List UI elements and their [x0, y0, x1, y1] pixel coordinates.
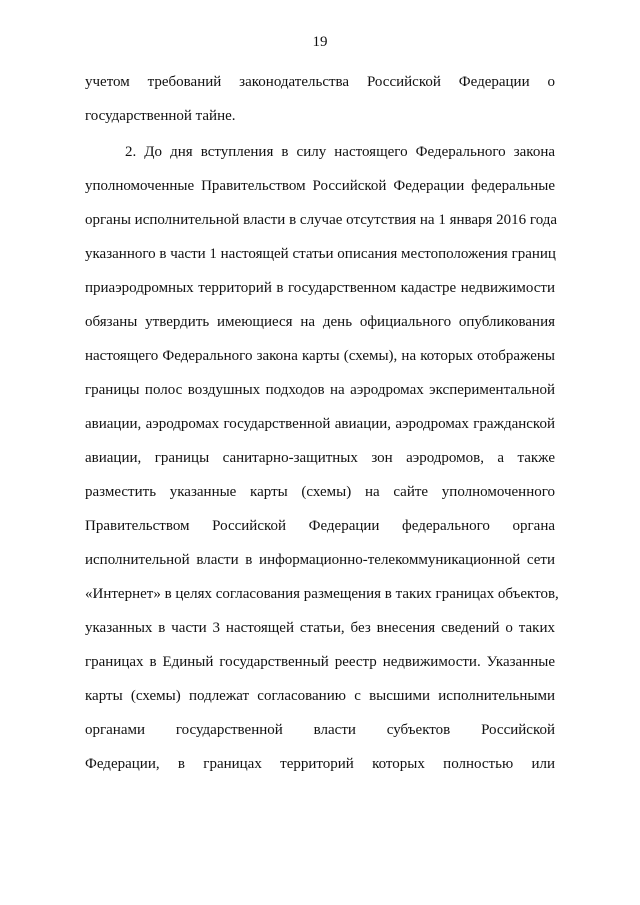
text-line: авиации, границы санитарно-защитных зон аэродромов, а также: [85, 450, 555, 466]
text-line: Федерации, в границах территорий которых полностью или: [85, 756, 555, 772]
page-number: 19: [312, 34, 328, 50]
text-line: разместить указанные карты (схемы) на сайте уполномоченного: [85, 484, 555, 500]
text-line: исполнительной власти в информационно-телекоммуникационной сети: [85, 552, 555, 568]
text-line: 2. До дня вступления в силу настоящего Федерального закона: [125, 144, 555, 160]
text-line: «Интернет» в целях согласования размещения в таких границах объектов,: [85, 586, 559, 602]
text-line: Правительством Российской Федерации федерального органа: [85, 518, 555, 534]
text-line: границах в Единый государственный реестр недвижимости. Указанные: [85, 654, 555, 670]
text-line: границы полос воздушных подходов на аэродромах экспериментальной: [85, 382, 555, 398]
text-line: органы исполнительной власти в случае отсутствия на 1 января 2016 года: [85, 212, 558, 228]
text-line: авиации, аэродромах государственной авиации, аэродромах гражданской: [85, 416, 555, 432]
text-line: государственной тайне.: [85, 108, 236, 124]
text-line: указанных в части 3 настоящей статьи, без внесения сведений о таких: [85, 620, 555, 636]
text-line: учетом требований законодательства Российской Федерации о: [85, 74, 555, 90]
text-line: настоящего Федерального закона карты (схемы), на которых отображены: [85, 348, 555, 364]
text-line: приаэродромных территорий в государственном кадастре недвижимости: [85, 280, 555, 296]
text-line: указанного в части 1 настоящей статьи описания местоположения границ: [85, 246, 556, 262]
text-line: обязаны утвердить имеющиеся на день официального опубликования: [85, 314, 555, 330]
text-line: уполномоченные Правительством Российской Федерации федеральные: [85, 178, 555, 194]
text-line: органами государственной власти субъектов Российской: [85, 722, 555, 738]
text-line: карты (схемы) подлежат согласованию с высшими исполнительными: [85, 688, 555, 704]
